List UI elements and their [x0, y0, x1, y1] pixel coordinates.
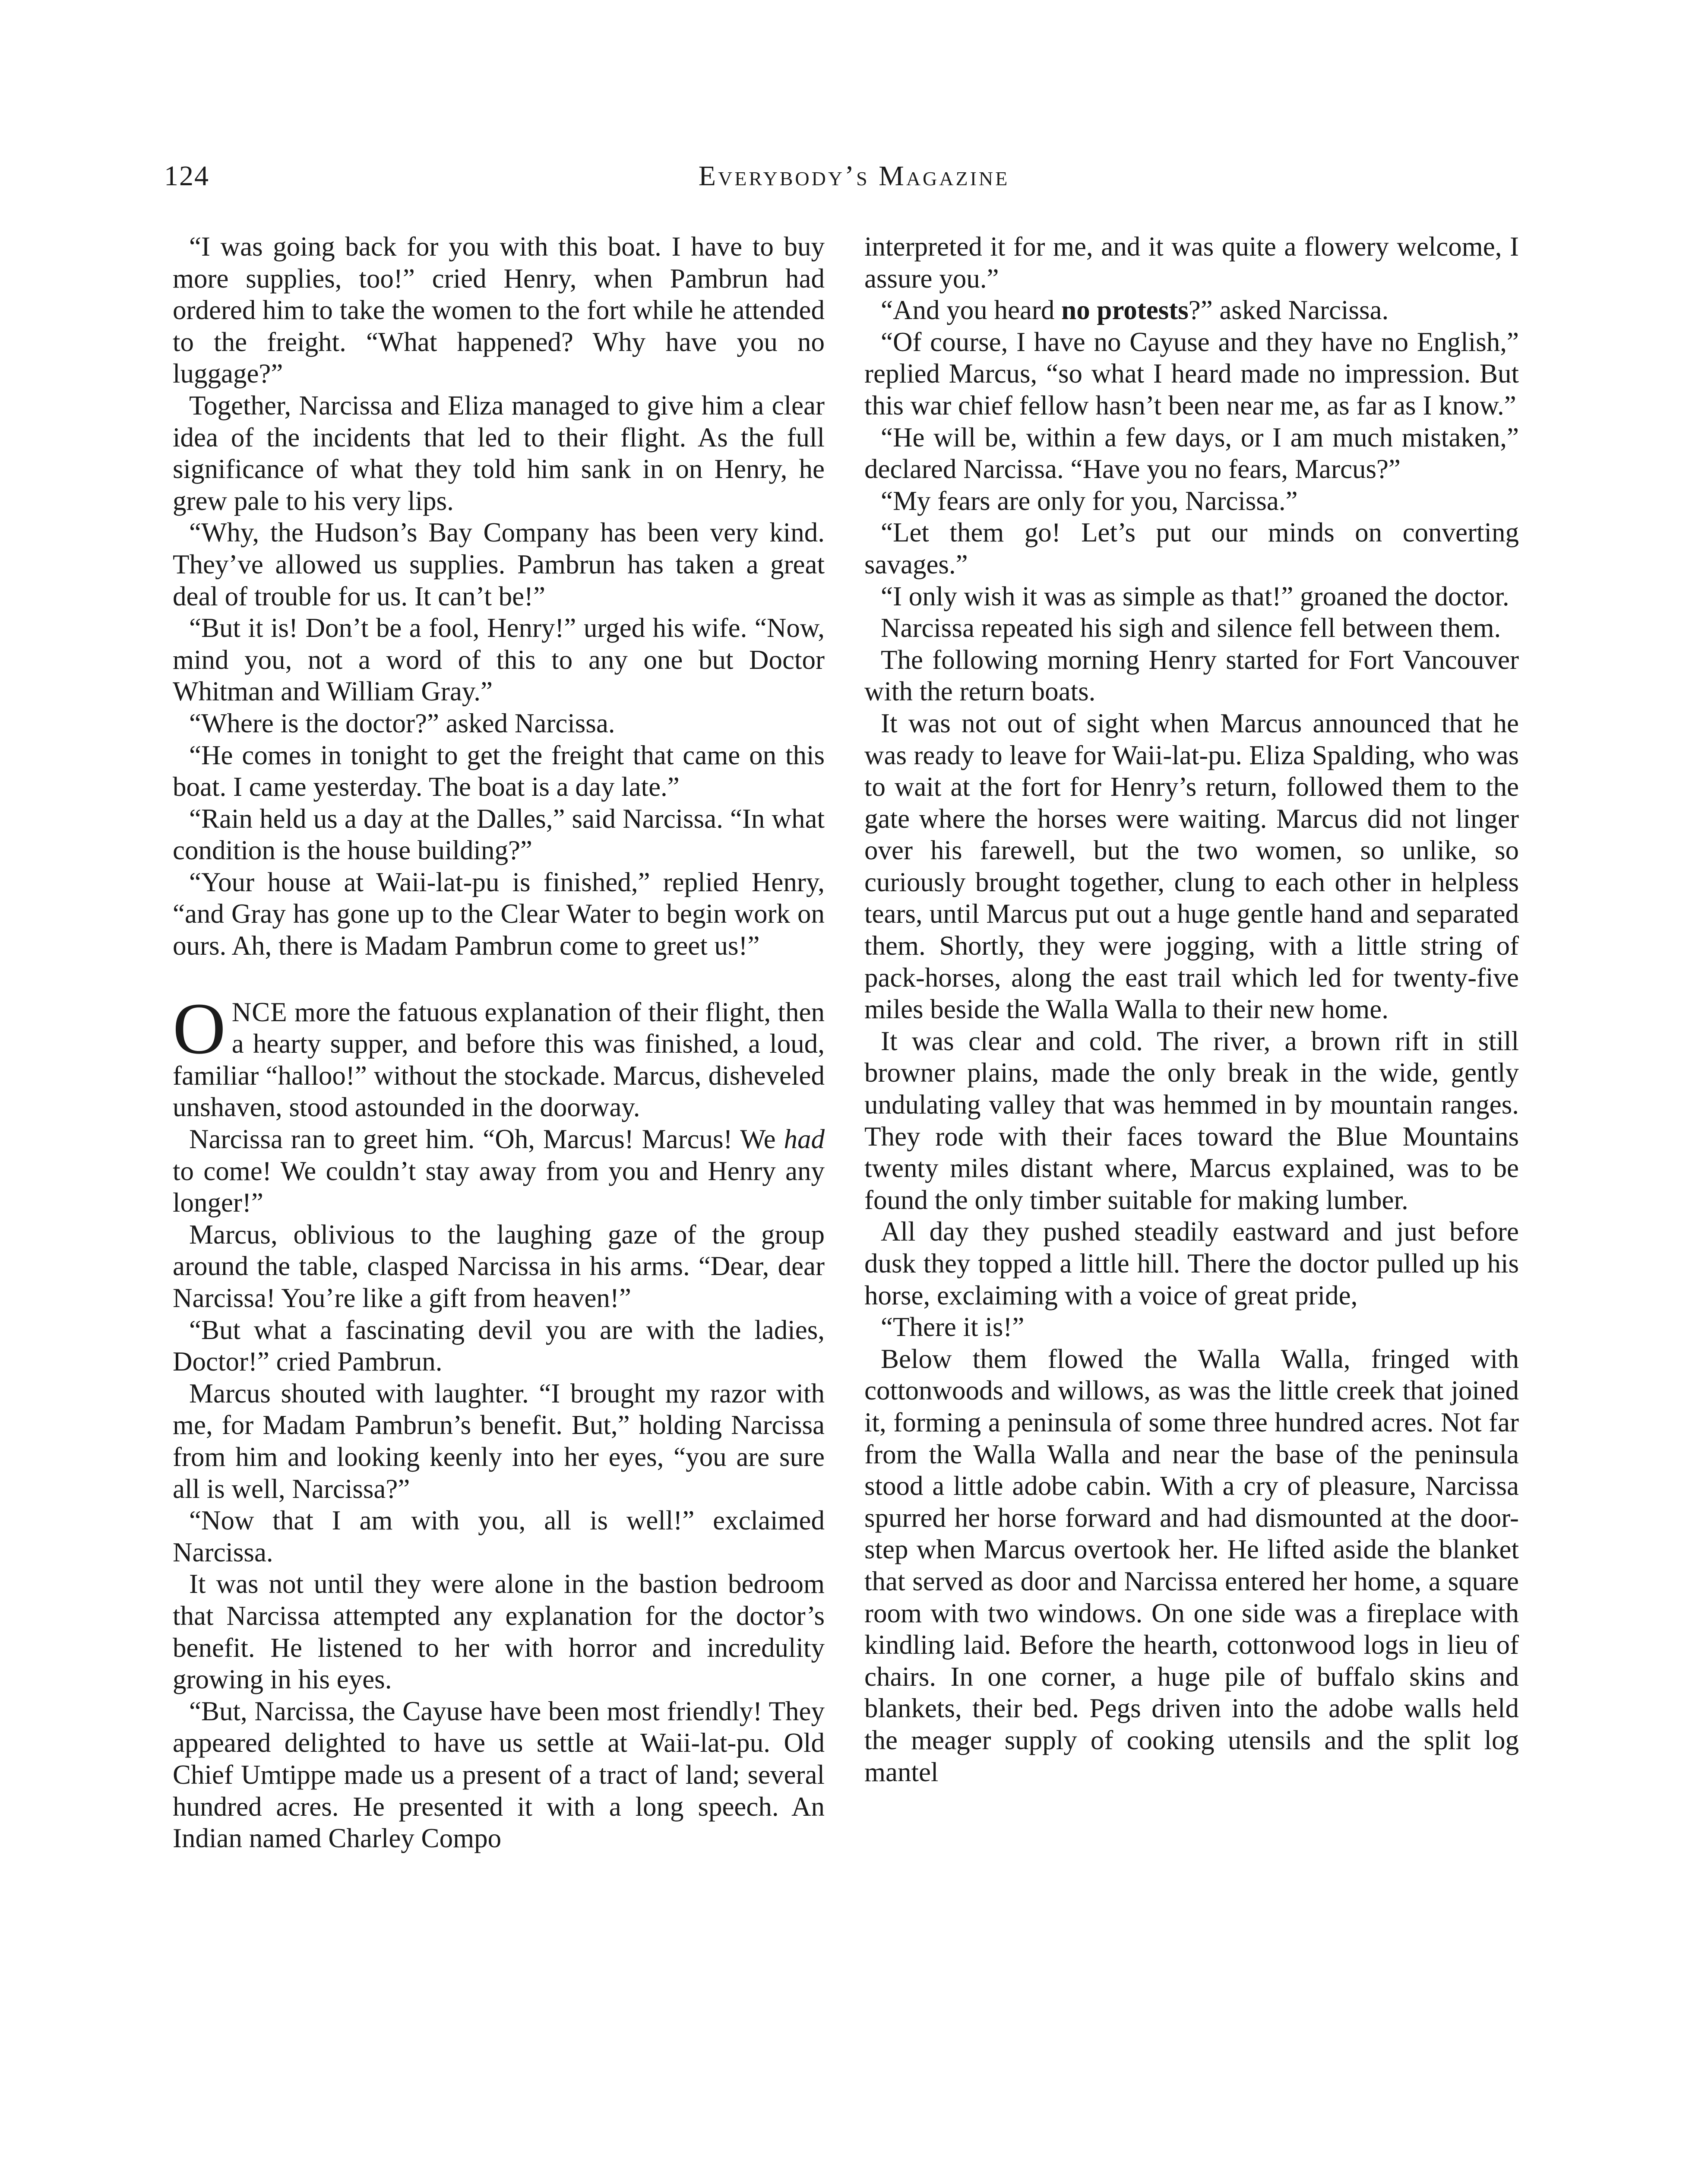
right-column [864, 231, 1519, 1788]
paragraph-text: ?” asked Narcissa. [1188, 295, 1389, 326]
paragraph: All day they pushed steadily eastward and just before dusk they topped a little hill. There the doctor pulled up his horse, exclaiming with a voice of great pride, [864, 1216, 1519, 1311]
paragraph: Below them flowed the Walla Walla, fringed with cottonwoods and willows, as was the little creek that joined it, forming a peninsula of some three hundred acres. Not far from the Walla Walla and near the base of the peninsula stood a little adobe cabin. With a cry of pleasure, Narcissa spurred her horse forward and had dismounted at the door-step when Marcus overtook her. He lifted aside the blanket that served as door and Narcissa entered her home, a square room with two windows. On one side was a fireplace with kindling laid. Before the hearth, cottonwood logs in lieu of chairs. In one corner, a huge pile of buffalo skins and blankets, their bed. Pegs driven into the adobe walls held the meager supply of cooking utensils and the split log mantel [864, 1343, 1519, 1787]
paragraph: “Where is the doctor?” asked Narcissa. [189, 708, 615, 738]
paragraph: “Now that I am with you, all is well!” exclaimed Narcissa. [173, 1505, 825, 1567]
emphasis: had [784, 1124, 825, 1155]
page-header [164, 155, 1544, 203]
paragraph: “Why, the Hudson’s Bay Company has been very kind. They’ve allowed us supplies. Pambrun has taken a great deal of trouble for us. It can’t be!” [173, 517, 825, 611]
paragraph-text: more the fatuous explanation of their flight, then a hearty supper, and before this was finished, a loud, familiar “halloo!” without the stockade. Marcus, disheveled unshaven, stood astounded in the doorway. [173, 997, 825, 1123]
paragraph: “But it is! Don’t be a fool, Henry!” urged his wife. “Now, mind you, not a word of this to any one but Doctor Whitman and William Gray.” [173, 613, 825, 707]
paragraph: It was clear and cold. The river, a brown rift in still browner plains, made the only break in the wide, gently undulating valley that was hemmed in by mountain ranges. They rode with their faces toward the Blue Mountains twenty miles distant where, Marcus explained, was to be found the only timber suitable for making lumber. [864, 1026, 1519, 1215]
section-opening-paragraph [173, 988, 825, 1124]
paragraph: “There it is!” [881, 1312, 1025, 1342]
page-number: 124 [164, 160, 209, 192]
paragraph-text: Narcissa ran to greet him. “Oh, Marcus! Marcus! We [189, 1124, 784, 1155]
drop-cap: O [173, 988, 226, 1069]
bold-text: no protests [1061, 295, 1189, 326]
paragraph: “But what a fascinating devil you are with the ladies, Doctor!” cried Pambrun. [173, 1314, 825, 1377]
paragraph [864, 294, 1519, 326]
paragraph: “But, Narcissa, the Cayuse have been most friendly! They appeared delighted to have us settle at Waii-lat-pu. Old Chief Umtippe made us a present of a tract of land; several hundred acres. He presented it with a long speech. An Indian named Charley Compo [173, 1696, 825, 1854]
paragraph: “Let them go! Let’s put our minds on converting savages.” [864, 517, 1519, 579]
paragraph: It was not out of sight when Marcus announced that he was ready to leave for Waii-lat-pu. Eliza Spalding, who was to wait at the fort for Henry’s return, followed them to the gate where the horses were waiting. Marcus did not linger over his farewell, but the two women, so unlike, so curiously brought together, clung to each other in helpless tears, until Marcus put out a huge gentle hand and separated them. Shortly, they were jogging, with a little string of pack-horses, along the east trail which led for twenty-five miles beside the Walla Walla to their new home. [864, 708, 1519, 1025]
paragraph: “Your house at Waii-lat-pu is finished,” replied Henry, “and Gray has gone up to the Clear Water to begin work on ours. Ah, there is Madam Pambrun come to greet us!” [173, 867, 825, 961]
paragraph-text: “And you heard [881, 295, 1062, 326]
paragraph: “I was going back for you with this boat. I have to buy more supplies, too!” cried Henry, when Pambrun had ordered him to take the women to the fort while he attended to the freight. “What happened? Why have you no luggage?” [173, 231, 825, 389]
paragraph: “Rain held us a day at the Dalles,” said Narcissa. “In what condition is the house building?” [173, 803, 825, 866]
paragraph: “My fears are only for you, Narcissa.” [881, 485, 1298, 516]
paragraph: The following morning Henry started for Fort Vancouver with the return boats. [864, 644, 1519, 707]
paragraph: “He comes in tonight to get the freight that came on this boat. I came yesterday. The boat is a day late.” [173, 740, 825, 802]
paragraph: Marcus shouted with laughter. “I brought my razor with me, for Madam Pambrun’s benefit. But,” holding Narcissa from him and looking keenly into her eyes, “you are sure all is well, Narcissa?” [173, 1378, 825, 1504]
paragraph: It was not until they were alone in the bastion bedroom that Narcissa attempted any explanation for the doctor’s benefit. He listened to her with horror and incredulity growing in his eyes. [173, 1569, 825, 1695]
paragraph [173, 1124, 825, 1219]
paragraph: “I only wish it was as simple as that!” groaned the doctor. [881, 581, 1509, 611]
running-head: Everybody’s Magazine [698, 160, 1010, 192]
paragraph: Together, Narcissa and Eliza managed to give him a clear idea of the incidents that led to their flight. As the full significance of what they told him sank in on Henry, he grew pale to his very lips. [173, 390, 825, 516]
paragraph-text: to come! We couldn’t stay away from you and Henry any longer!” [173, 1155, 825, 1218]
continued-paragraph: interpreted it for me, and it was quite a flowery welcome, I assure you.” [864, 231, 1519, 294]
paragraph: Narcissa repeated his sigh and silence fell between them. [881, 613, 1501, 643]
paragraph: “Of course, I have no Cayuse and they have no English,” replied Marcus, “so what I heard made no impression. But this war chief fellow hasn’t been near me, as far as I know.” [864, 326, 1519, 421]
small-caps-lead: NCE [231, 997, 288, 1027]
paragraph: Marcus, oblivious to the laughing gaze of the group around the table, clasped Narcissa in his arms. “Dear, dear Narcissa! You’re like a gift from heaven!” [173, 1219, 825, 1313]
paragraph: “He will be, within a few days, or I am much mistaken,” declared Narcissa. “Have you no fears, Marcus?” [864, 422, 1519, 484]
left-column [173, 231, 825, 1855]
